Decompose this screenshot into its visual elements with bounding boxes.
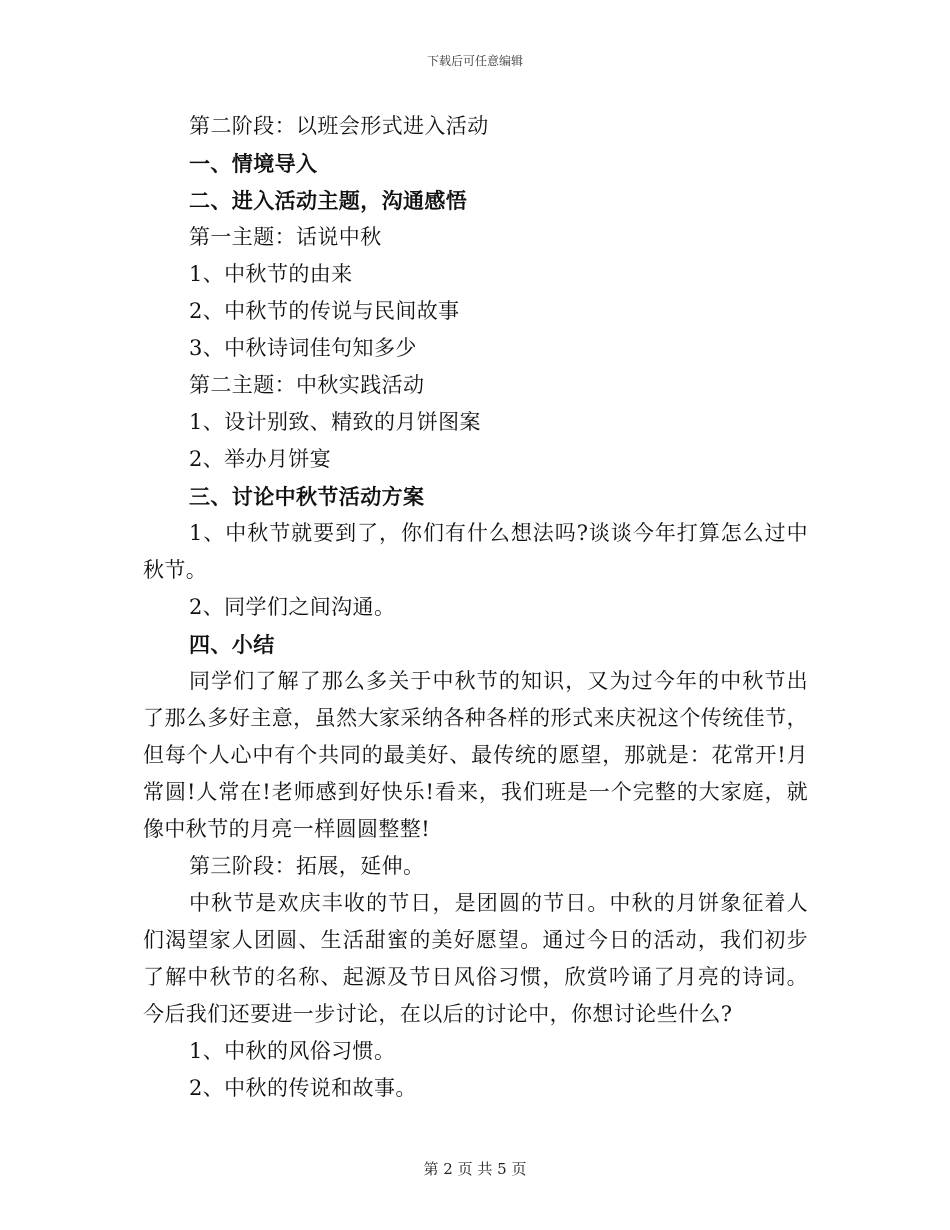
paragraph-line: 像中秋节的月亮一样圆圆整整! (143, 817, 431, 841)
paragraph-line: 1、设计别致、精致的月饼图案 (189, 410, 481, 434)
paragraph-line: 秋节。 (143, 558, 208, 582)
paragraph-line: 了那么多好主意，虽然大家采纳各种各样的形式来庆祝这个传统佳节， (143, 706, 808, 730)
paragraph-line: 常圆!人常在!老师感到好快乐!看来，我们班是一个完整的大家庭，就 (143, 780, 808, 804)
paragraph-line: 第二阶段：以班会形式进入活动 (189, 114, 489, 138)
paragraph-line: 第二主题：中秋实践活动 (189, 373, 425, 397)
section-heading: 一、情境导入 (189, 151, 318, 176)
paragraph-line: 1、中秋的风俗习惯。 (189, 1039, 396, 1063)
paragraph-line: 3、中秋诗词佳句知多少 (189, 336, 417, 360)
section-heading: 二、进入活动主题，沟通感悟 (189, 188, 468, 213)
section-heading: 三、讨论中秋节活动方案 (189, 484, 425, 509)
page-header: 下载后可任意编辑 (426, 54, 523, 68)
page-footer: 第 2 页 共 5 页 (423, 1160, 527, 1178)
paragraph-line: 2、中秋的传说和故事。 (189, 1076, 417, 1100)
paragraph-line: 第三阶段：拓展，延伸。 (189, 854, 425, 878)
paragraph-line: 们渴望家人团圆、生活甜蜜的美好愿望。通过今日的活动，我们初步 (143, 928, 808, 952)
paragraph-line: 第一主题：话说中秋 (189, 225, 382, 249)
paragraph-line: 同学们了解了那么多关于中秋节的知识，又为过今年的中秋节出 (189, 669, 808, 693)
document-body (143, 108, 808, 1107)
paragraph-line: 了解中秋节的名称、起源及节日风俗习惯，欣赏吟诵了月亮的诗词。 (143, 965, 808, 989)
paragraph-line: 2、举办月饼宴 (189, 447, 332, 471)
section-heading: 四、小结 (189, 632, 275, 657)
paragraph-line: 但每个人心中有个共同的最美好、最传统的愿望，那就是：花常开!月 (143, 743, 808, 767)
paragraph-line: 2、中秋节的传说与民间故事 (189, 299, 460, 323)
paragraph-line: 2、同学们之间沟通。 (189, 595, 396, 619)
paragraph-line: 1、中秋节就要到了，你们有什么想法吗?谈谈今年打算怎么过中 (189, 521, 808, 545)
paragraph-line: 中秋节是欢庆丰收的节日，是团圆的节日。中秋的月饼象征着人 (189, 891, 808, 915)
paragraph-line: 今后我们还要进一步讨论，在以后的讨论中，你想讨论些什么? (143, 1002, 733, 1026)
paragraph-line: 1、中秋节的由来 (189, 262, 353, 286)
